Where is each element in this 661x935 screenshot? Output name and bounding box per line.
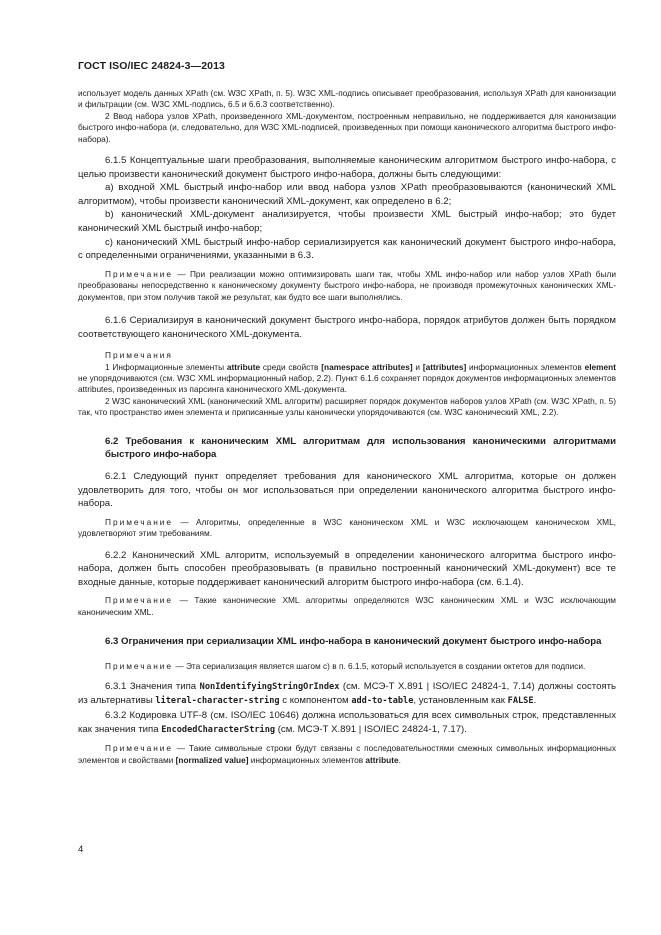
clause-6-1-6: 6.1.6 Сериализируя в канонический документ быстрого инфо-набора, порядок атрибутов должен быть порядком соответствующего канонического XML-документа. [78,315,616,340]
list-item-c: c) канонический XML быстрый инфо-набор сериализируется как канонический документ быстрого инфо-набора, с определенными ограничениями, указанными в 6.3. [78,236,616,262]
note-text: — При реализации можно оптимизировать шаги так, чтобы XML инфо-набор или набор узлов XPath были преобразованы непосредственно к каноническому документу быстрого инфо-набора, не производя промежуточных канонических XML-документов, при этом получив такой же результат, как будто все шаги выполнялись. [78,268,616,302]
note-6-2-1 [78,517,616,540]
section-heading-6-3: 6.3 Ограничения при сериализации XML инфо-набора в канонический документ быстрого инфо-набора [105,636,602,648]
section-heading-6-2: 6.2 Требования к каноническим XML алгоритмам для использования каноническими алгоритмами быстрого инфо-набора [105,435,616,460]
clause-6-3-1: 6.3.1 Значения типа NonIdentifyingStringOrIndex (см. МСЭ-Т X.891 | ISO/IEC 24824-1, 7.14) должны состоять из альтернативы literal-character-string с компонентом add-to-table, установленным как FALSE. [78,680,616,707]
note-text: — Такие канонические XML алгоритмы определяются W3C каноническим XML и W3C исключающим каноническим XML. [78,595,616,617]
page-content [78,88,616,766]
notes-heading [78,350,616,361]
note-6-3 [78,661,616,672]
note-label: Примечание [105,743,174,754]
clause-6-3-2: 6.3.2 Кодировка UTF-8 (см. ISO/IEC 10646) должна использоваться для всех символьных строк, представленных как значения типа EncodedCharacterString (см. МСЭ-Т X.891 | ISO/IEC 24824-1, 7.17). [78,710,616,735]
note-label: Примечание [105,661,174,672]
page-number: 4 [78,844,84,855]
note-6-2-2 [78,595,616,618]
clause-6-2-2: 6.2.2 Канонический XML алгоритм, используемый в определении канонического алгоритма быстрого инфо-набора, должен быть способен преобразовывать (в правильно построенный канонический XML-документ) все те входные данные, которые поддерживает канонический алгоритм быстрого инфо-набора (см. 6.1.4). [78,549,616,588]
note-item-2: 2 Ввод набора узлов XPath, произведенного XML-документом, построенным неправильно, не поддерживается для канонизации быстрого инфо-набора (и, следовательно, для W3C XML-подписей, произведенных при помощи канонического алгоритма быстрого инфо-набора). [78,110,616,144]
list-item-b: b) канонический XML-документ анализируется, чтобы произвести XML быстрый инфо-набор; это будет канонический XML быстрый инфо-набор; [78,209,616,234]
note-label: Примечание [105,516,174,527]
clause-6-2-1: 6.2.1 Следующий пункт определяет требования для канонического XML алгоритма, которые он должен удовлетворить для того, чтобы он мог использоваться при определении канонического алгоритма быстрого инфо-набора. [78,471,616,510]
notes-item-1: 1 Информационные элементы attribute среди свойств [namespace attributes] и [attributes] информационных элементов element не упорядочиваются (см. W3C XML информационный набор, 2.2). Пункт 6.1.6 сохраняет порядок документов информационных элементов attributes, произведенных из парсинга канонического XML-документа. [78,361,616,395]
note-label: Примечание [105,595,174,606]
note-text: — Алгоритмы, определенные в W3C каноническом XML и W3C исключающем каноническом XML, удовлетворяют этим требованиям. [78,516,616,539]
notes-label: Примечания [105,350,173,361]
clause-6-1-5: 6.1.5 Концептуальные шаги преобразования, выполняемые каноническим алгоритмом быстрого инфо-набора, с целью произвести канонический документ быстрого инфо-набора, должны быть следующими: [78,155,616,180]
list-item-a: a) входной XML быстрый инфо-набор или ввод набора узлов XPath преобразовываются (канонический XML алгоритмом), чтобы произвести канонический XML-документ, как определено в 6.2; [78,182,616,207]
note-text: — Эта сериализация является шагом с) в п. 6.1.5, который используется в создании октетов для подписи. [175,661,586,672]
note-6-1-5 [78,269,616,303]
notes-item-2: 2 W3C канонический XML (канонический XML алгоритм) расширяет порядок документов наборов узлов XPath (см. W3C XPath, п. 5) так, что пространство имен элемента и приписанные узлы канонически упорядочиваются (см. W3C канонический XML, 2.2). [78,395,616,418]
note-6-3-2: Примечание — Такие символьные строки будут связаны с последовательностями смежных символьных информационных элементов и свойствами [normalized value] информационных элементов attribute. [78,743,616,765]
standard-title: ГОСТ ISO/IEC 24824-3—2013 [78,60,225,72]
note-label: Примечание [105,268,174,279]
note-continuation: использует модель данных XPath (см. W3C XPath, п. 5). W3C XML-подпись описывает преобразования, используя XPath для канонизации и фильтрации (см. W3C XML-подпись, 6.5 и 6.6.3 соответственно). [78,88,616,110]
